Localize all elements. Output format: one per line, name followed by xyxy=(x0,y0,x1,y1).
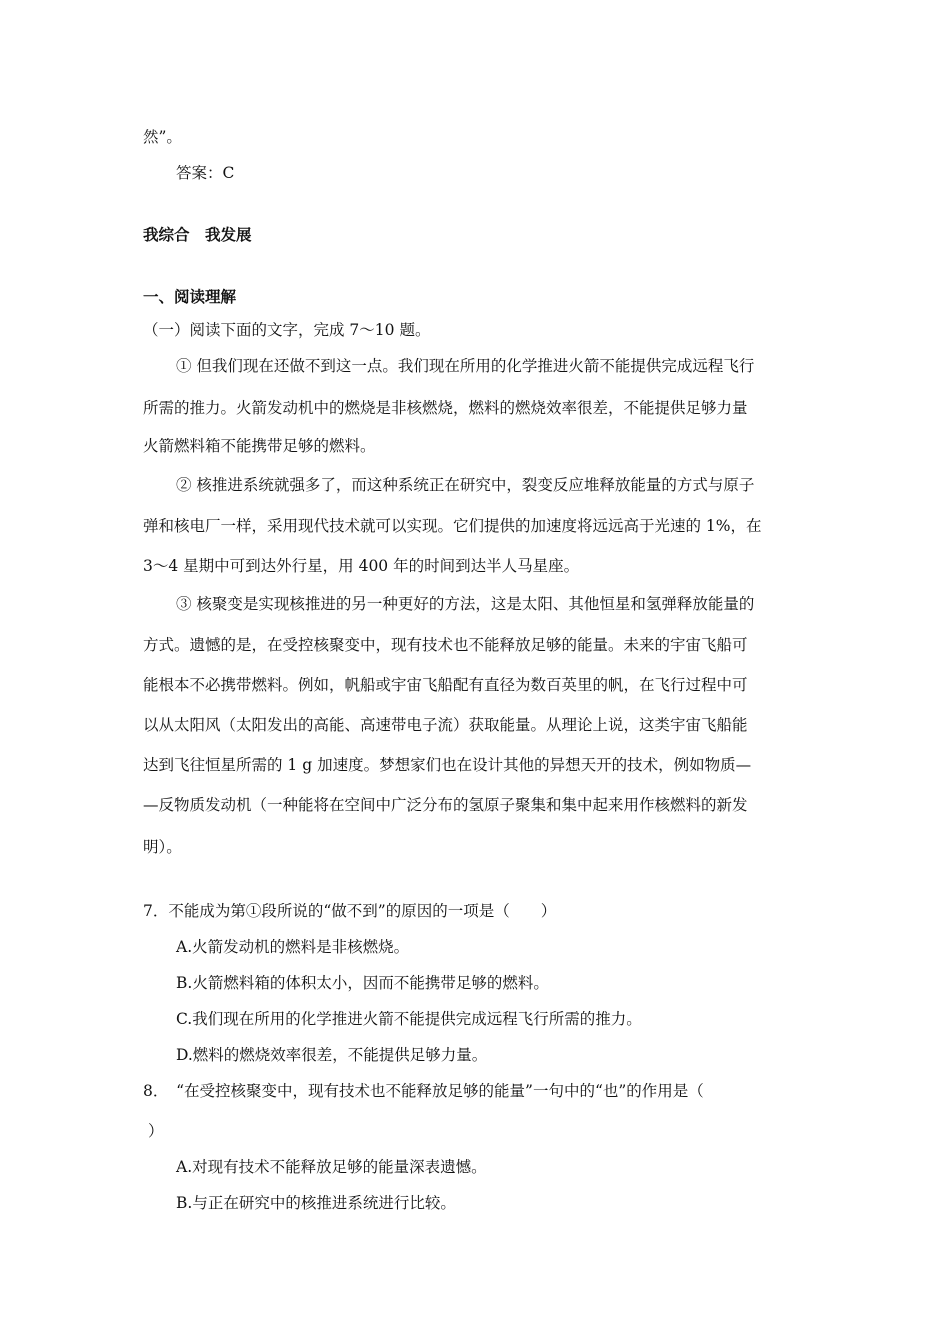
reading-instruction: （一）阅读下面的文字，完成 7～10 题。 xyxy=(143,321,431,339)
question-option: B.与正在研究中的核推进系统进行比较。 xyxy=(176,1194,456,1212)
answer-line: 答案：C xyxy=(176,164,235,182)
question-option: B.火箭燃料箱的体积太小，因而不能携带足够的燃料。 xyxy=(176,974,549,992)
question-option: D.燃料的燃烧效率很差，不能提供足够力量。 xyxy=(176,1046,488,1064)
question-option: A.火箭发动机的燃料是非核燃烧。 xyxy=(176,938,410,956)
passage-line: 达到飞往恒星所需的 1 g 加速度。梦想家们也在设计其他的异想天开的技术，例如物质— xyxy=(143,756,752,774)
passage-line: 明）。 xyxy=(143,838,182,856)
question-stem: 8． “在受控核聚变中，现有技术也不能释放足够的能量”一句中的“也”的作用是（ xyxy=(143,1082,704,1100)
passage-line: 弹和核电厂一样，采用现代技术就可以实现。它们提供的加速度将远远高于光速的 1%，在 xyxy=(143,517,762,535)
question-stem-continuation: ） xyxy=(148,1122,164,1140)
passage-line: 3～4 星期中可到达外行星，用 400 年的时间到达半人马星座。 xyxy=(143,557,580,575)
passage-line: 所需的推力。火箭发动机中的燃烧是非核燃烧，燃料的燃烧效率很差，不能提供足够力量 xyxy=(143,399,748,417)
passage-line: 能根本不必携带燃料。例如，帆船或宇宙飞船配有直径为数百英里的帆，在飞行过程中可 xyxy=(143,676,748,694)
passage-line: ③ 核聚变是实现核推进的另一种更好的方法，这是太阳、其他恒星和氢弹释放能量的 xyxy=(176,595,755,613)
section-subtitle: 一、阅读理解 xyxy=(143,287,237,306)
question-option: A.对现有技术不能释放足够的能量深表遗憾。 xyxy=(176,1158,487,1176)
passage-line: —反物质发动机（一种能将在空间中广泛分布的氢原子聚集和集中起来用作核燃料的新发 xyxy=(143,796,748,814)
passage-line: 以从太阳风（太阳发出的高能、高速带电子流）获取能量。从理论上说，这类宇宙飞船能 xyxy=(143,716,748,734)
section-title: 我综合 我发展 xyxy=(143,225,252,244)
previous-answer-end: 然”。 xyxy=(143,128,182,146)
question-stem: 7．不能成为第①段所说的“做不到”的原因的一项是（ ） xyxy=(143,902,557,920)
passage-line: 火箭燃料箱不能携带足够的燃料。 xyxy=(143,437,376,455)
passage-line: ② 核推进系统就强多了，而这种系统正在研究中，裂变反应堆释放能量的方式与原子 xyxy=(176,476,755,494)
passage-line: ① 但我们现在还做不到这一点。我们现在所用的化学推进火箭不能提供完成远程飞行 xyxy=(176,357,755,375)
passage-line: 方式。遗憾的是，在受控核聚变中，现有技术也不能释放足够的能量。未来的宇宙飞船可 xyxy=(143,636,748,654)
question-option: C.我们现在所用的化学推进火箭不能提供完成远程飞行所需的推力。 xyxy=(176,1010,642,1028)
